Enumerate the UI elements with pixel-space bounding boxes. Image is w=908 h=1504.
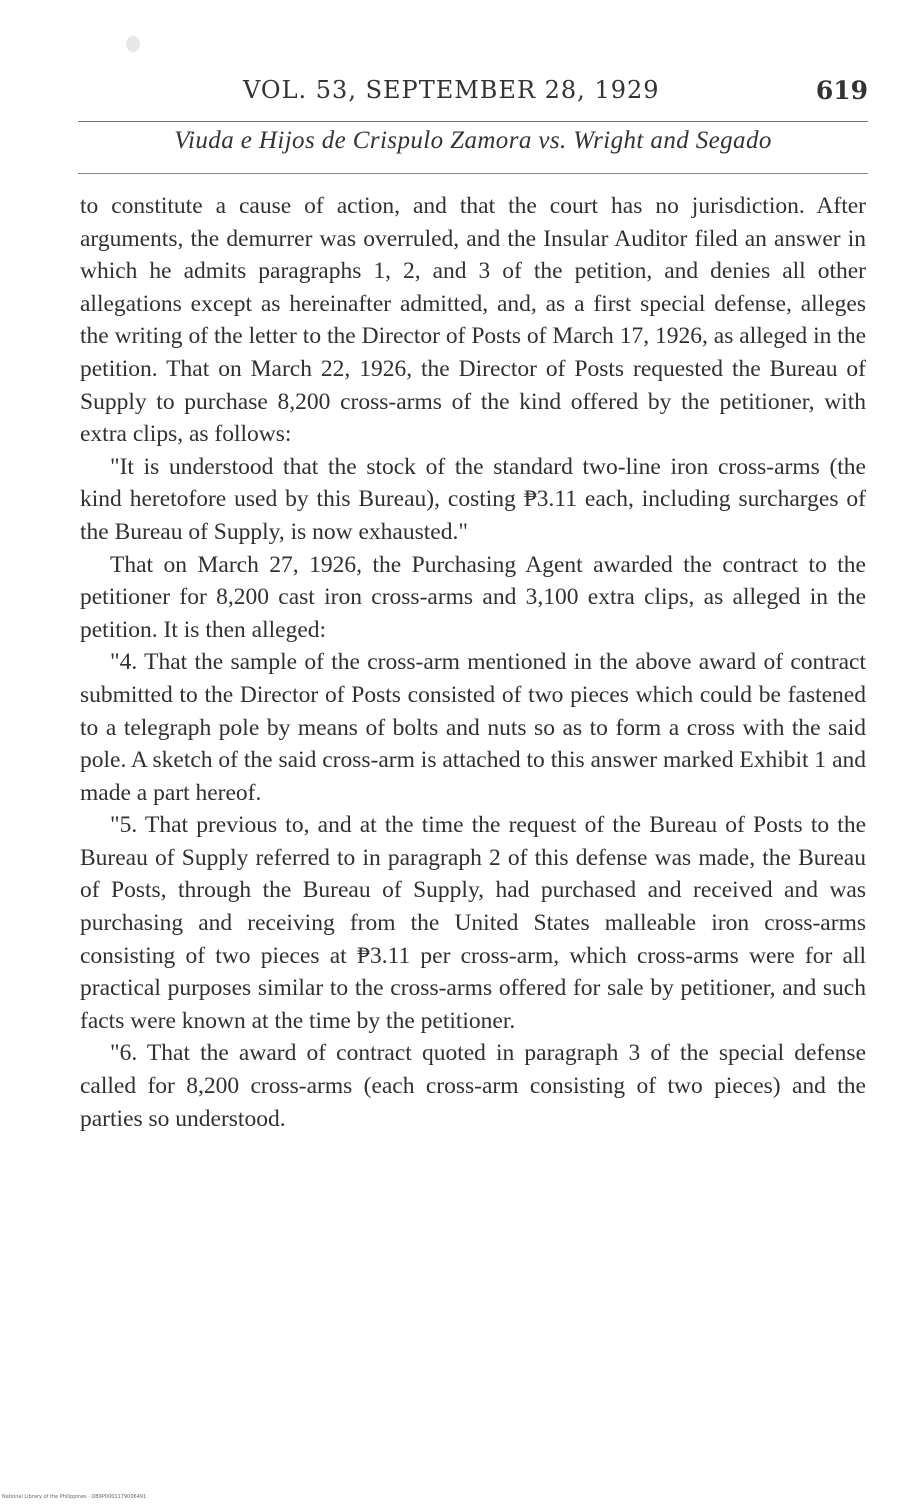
scan-credit: National Library of the Philippines · DB9P0001179006491 <box>2 1494 147 1500</box>
paragraph: "It is understood that the stock of the standard two-line iron cross-arms (the kind heretofore used by this Bureau), costing ₱3.11 each, including surcharges of the Bureau of Supply, is now exhausted." <box>80 453 866 545</box>
paragraph: "4. That the sample of the cross-arm mentioned in the above award of contract submitted to the Director of Posts consisted of two pieces which could be fastened to a telegraph pole by means of bolts and nuts so as to form a cross with the said pole. A sketch of the said cross-arm is attached to this answer marked Exhibit 1 and made a part hereof. <box>80 649 866 806</box>
page-header <box>78 76 868 116</box>
header-rule-bottom <box>78 173 868 174</box>
running-title: VOL. 53, SEPTEMBER 28, 1929 <box>243 76 660 104</box>
case-title: Viuda e Hijos de Crispulo Zamora vs. Wright and Segado <box>174 127 772 154</box>
scan-smudge <box>126 36 140 52</box>
body-text <box>80 190 866 1135</box>
paragraph: "6. That the award of contract quoted in paragraph 3 of the special defense called for 8,200 cross-arms (each cross-arm consisting of two pieces) and the parties so understood. <box>80 1040 866 1132</box>
paragraph: to constitute a cause of action, and that the court has no jurisdiction. After arguments, the demurrer was overruled, and the Insular Auditor filed an answer in which he admits paragraphs 1, 2, and 3 of the petition, and denies all other allegations except as hereinafter admitted, and, as a first special defense, alleges the writing of the letter to the Director of Posts of March 17, 1926, as alleged in the petition. That on March 22, 1926, the Director of Posts requested the Bureau of Supply to purchase 8,200 cross-arms of the kind offered by the petitioner, with extra clips, as follows: <box>80 193 866 448</box>
paragraph: "5. That previous to, and at the time the request of the Bureau of Posts to the Bureau of Supply referred to in paragraph 2 of this defense was made, the Bureau of Posts, through the Bureau of Supply, had purchased and received and was purchasing and receiving from the United States malleable iron cross-arms consisting of two pieces at ₱3.11 per cross-arm, which cross-arms were for all practical purposes similar to the cross-arms offered for sale by petitioner, and such facts were known at the time by the petitioner. <box>80 812 866 1034</box>
page-number: 619 <box>815 76 868 105</box>
header-rule-top <box>78 121 868 122</box>
paragraph: That on March 27, 1926, the Purchasing Agent awarded the contract to the petitioner for 8,200 cast iron cross-arms and 3,100 extra clips, as alleged in the petition. It is then alleged: <box>80 551 866 643</box>
